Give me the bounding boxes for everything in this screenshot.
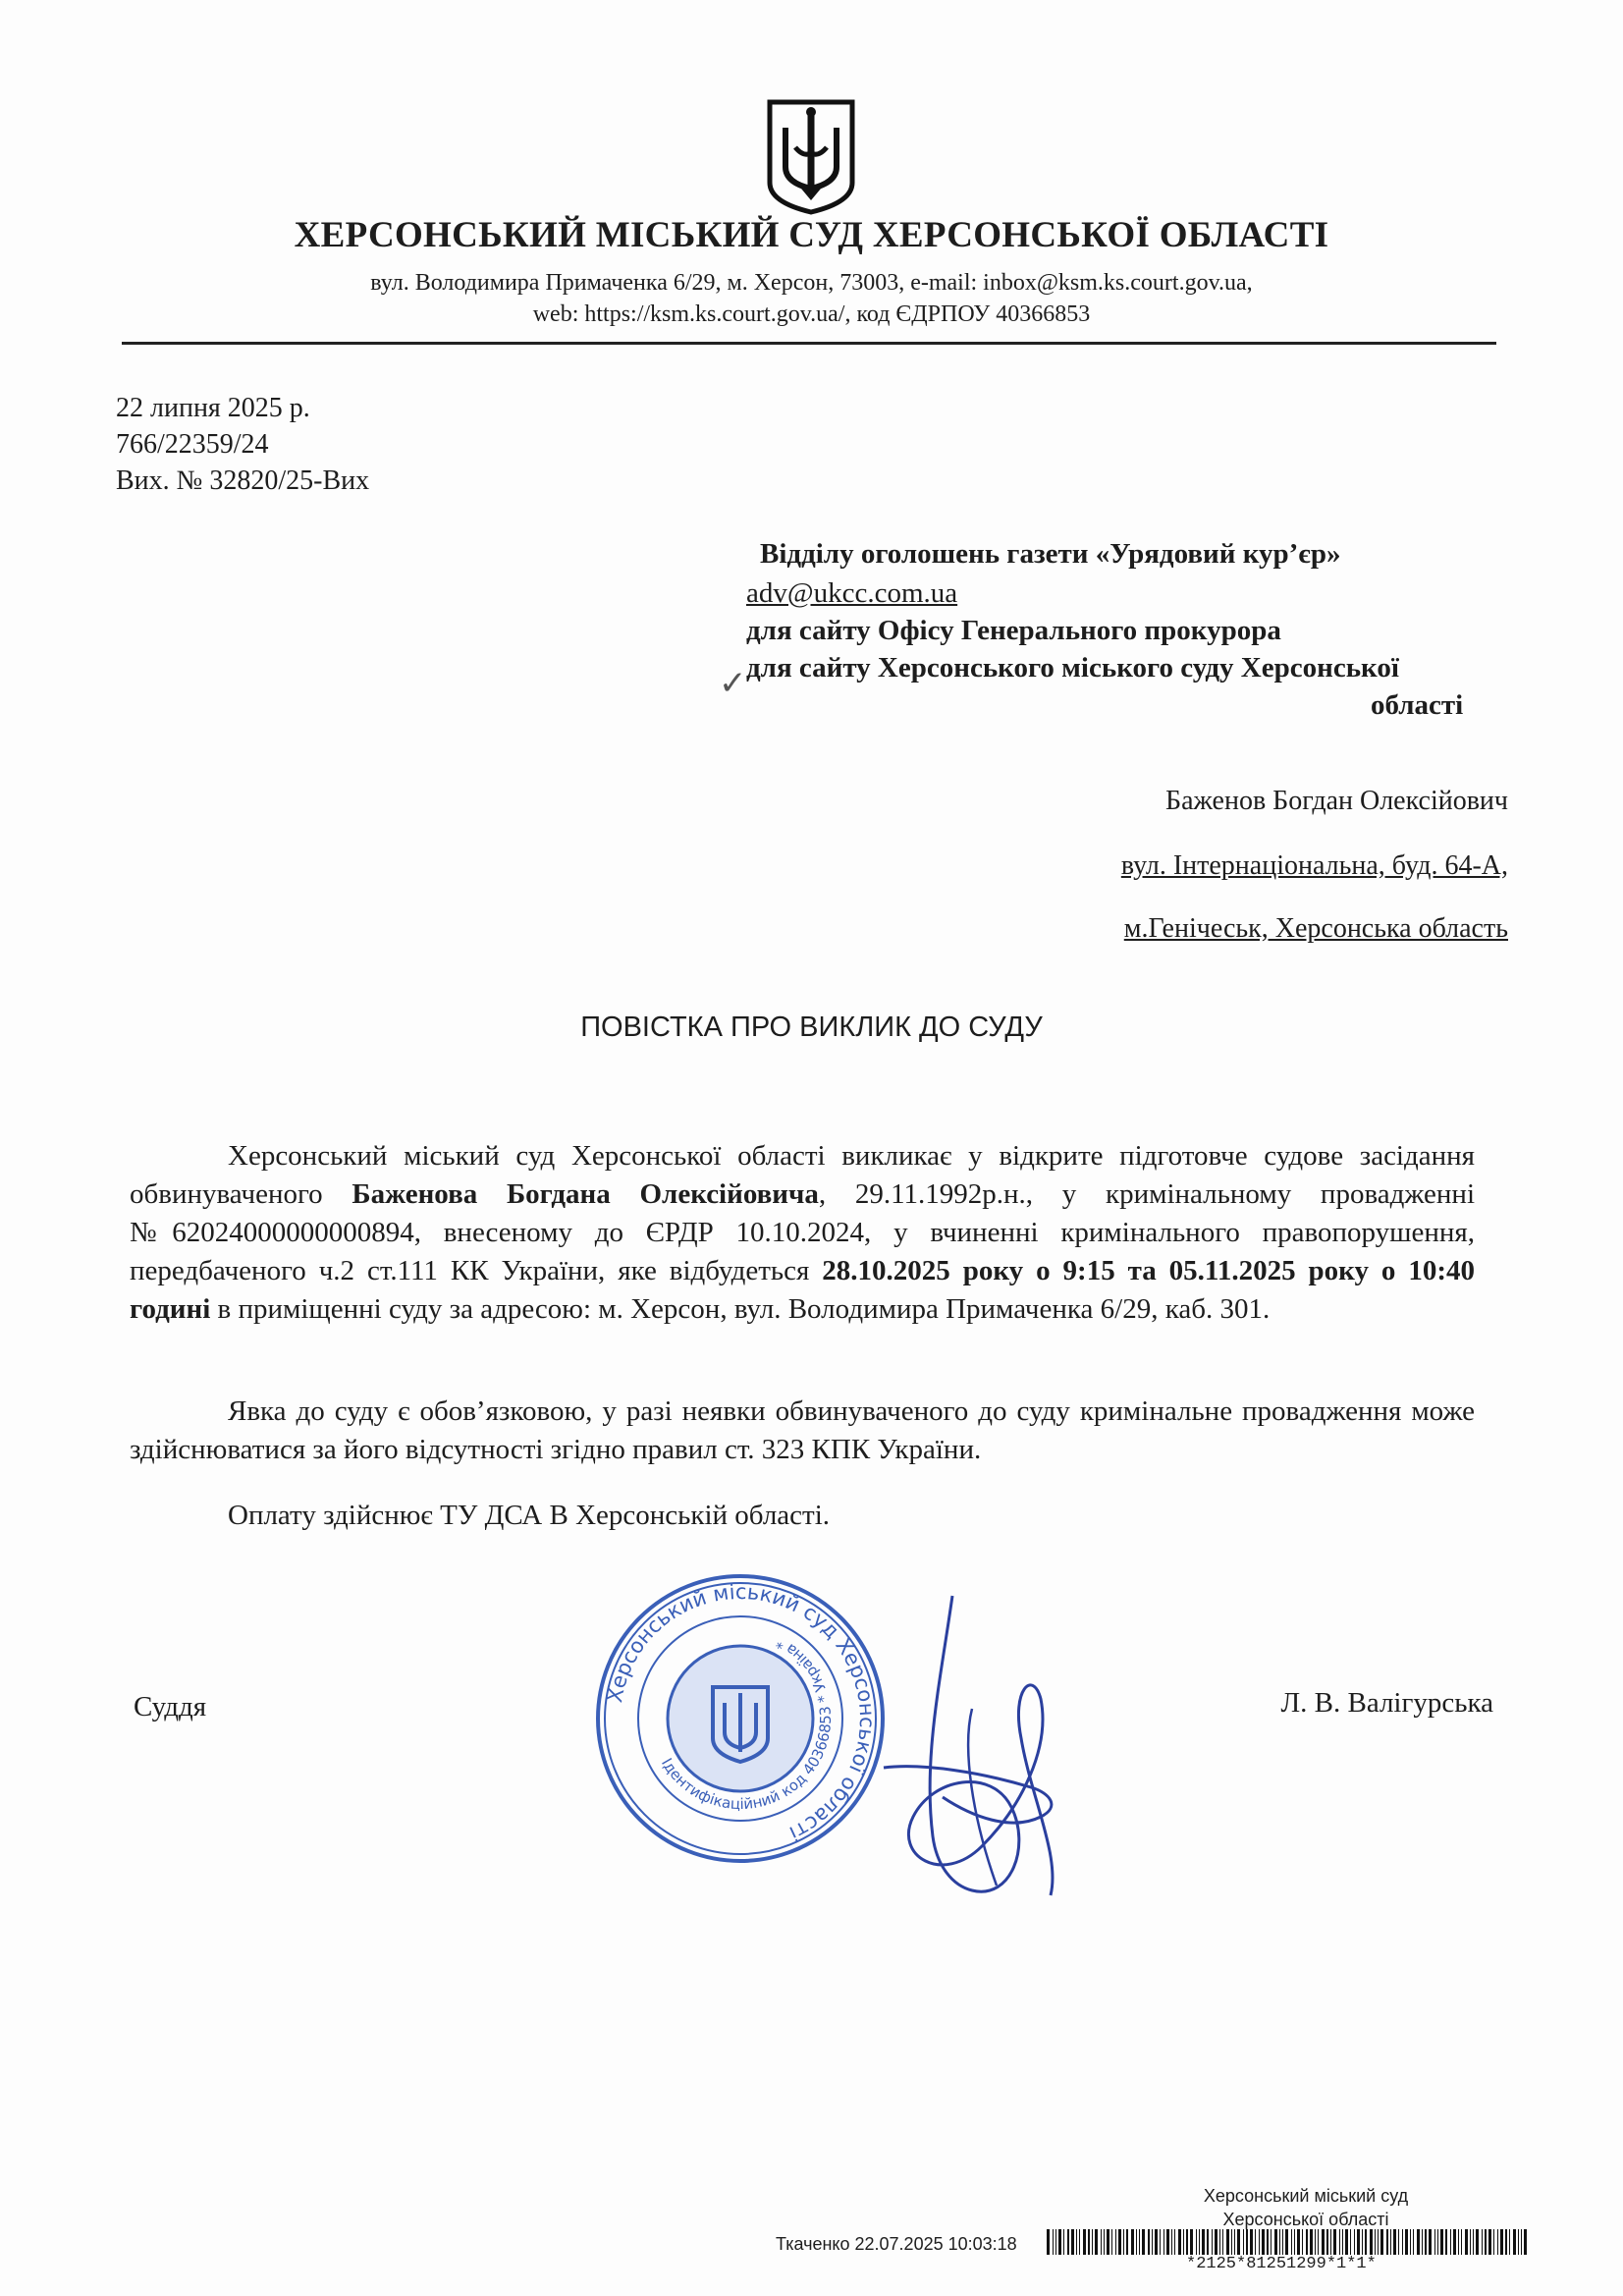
summons-paragraph [130,1137,1475,1329]
attendance-text: Явка до суду є обов’язковою, у разі неявки обвинуваченого до суду кримінальне провадження може здійснюватися за його відсутності згідно правил ст. 323 КПК України. [130,1395,1475,1465]
barcode-number: *2125*81251299*1*1* [1186,2255,1377,2273]
footer-court-line1: Херсонський міський суд [1203,2186,1409,2206]
hearing-dates: 28.10.2025 року о 9:15 та 05.11.2025 року о 10:40 годині [130,1255,1475,1325]
defendant-name: Баженова Богдана Олексійовича [352,1178,819,1210]
signer-name: Л. В. Валігурська [1280,1687,1493,1719]
handwritten-signature-icon [825,1591,1080,1915]
payment-paragraph [130,1497,1475,1535]
court-address-line1: вул. Володимира Примаченка 6/29, м. Херсон, 73003, e-mail: inbox@ksm.ks.court.gov.ua, [370,270,1253,296]
court-address-line2: web: https://ksm.ks.court.gov.ua/, код ЄДРПОУ 40366853 [532,301,1091,327]
signer-position: Суддя [134,1691,207,1722]
recipient-prosecutor-site: для сайту Офісу Генерального прокурора [746,615,1281,646]
payment-text: Оплату здійснює ТУ ДСА В Херсонській області. [228,1500,831,1531]
addressee-street: вул. Інтернаціональна, буд. 64-А, [1120,850,1508,881]
trident-emblem-icon [764,98,858,216]
outgoing-number: Вих. № 32820/25-Вих [116,465,370,496]
court-name: ХЕРСОНСЬКИЙ МІСЬКИЙ СУД ХЕРСОНСЬКОЇ ОБЛАСТІ [294,215,1329,255]
footer-court-line2: Херсонської області [1222,2210,1389,2229]
recipient-email-link[interactable]: adv@ukcc.com.ua [746,577,958,609]
recipient-court-site-cont: області [1371,689,1464,721]
seal-inner-text: Ідентифікаційний код 40366853 * Україна * [657,1633,836,1814]
recipient-court-site: для сайту Херсонського міського суду Херсонської [746,652,1399,683]
seal-outer-text: Херсонський міський суд Херсонської області [603,1579,880,1846]
p1-location: в приміщенні суду за адресою: м. Херсон, вул. Володимира Примаченка 6/29, каб. 301. [210,1293,1271,1325]
addressee-name: Баженов Богдан Олексійович [1165,786,1508,816]
barcode-icon [1047,2229,1532,2255]
attendance-paragraph [130,1393,1475,1469]
p1-intro: Херсонський міський суд Херсонської області викликає у відкрите підготовче судове засідання обвинуваченого [130,1140,1475,1210]
addressee-city: м.Генічеськ, Херсонська область [1123,913,1508,944]
document-title: ПОВІСТКА ПРО ВИКЛИК ДО СУДУ [580,1011,1043,1043]
p1-details: , 29.11.1992р.н., у кримінальному провадженні №62024000000000894, внесеному до ЄРДР 10.10.2024, у вчиненні кримінального правопорушення, передбаченого ч.2 ст.111 КК України, яке відбудеться [130,1178,1476,1286]
handwritten-check-icon: ✓ [719,664,747,703]
recipient-newspaper: Відділу оголошень газети «Урядовий кур’єр» [760,538,1341,570]
registration-info: Ткаченко 22.07.2025 10:03:18 [776,2234,1017,2254]
header-divider [122,342,1496,345]
document-date: 22 липня 2025 р. [116,393,310,423]
case-number: 766/22359/24 [116,429,269,460]
